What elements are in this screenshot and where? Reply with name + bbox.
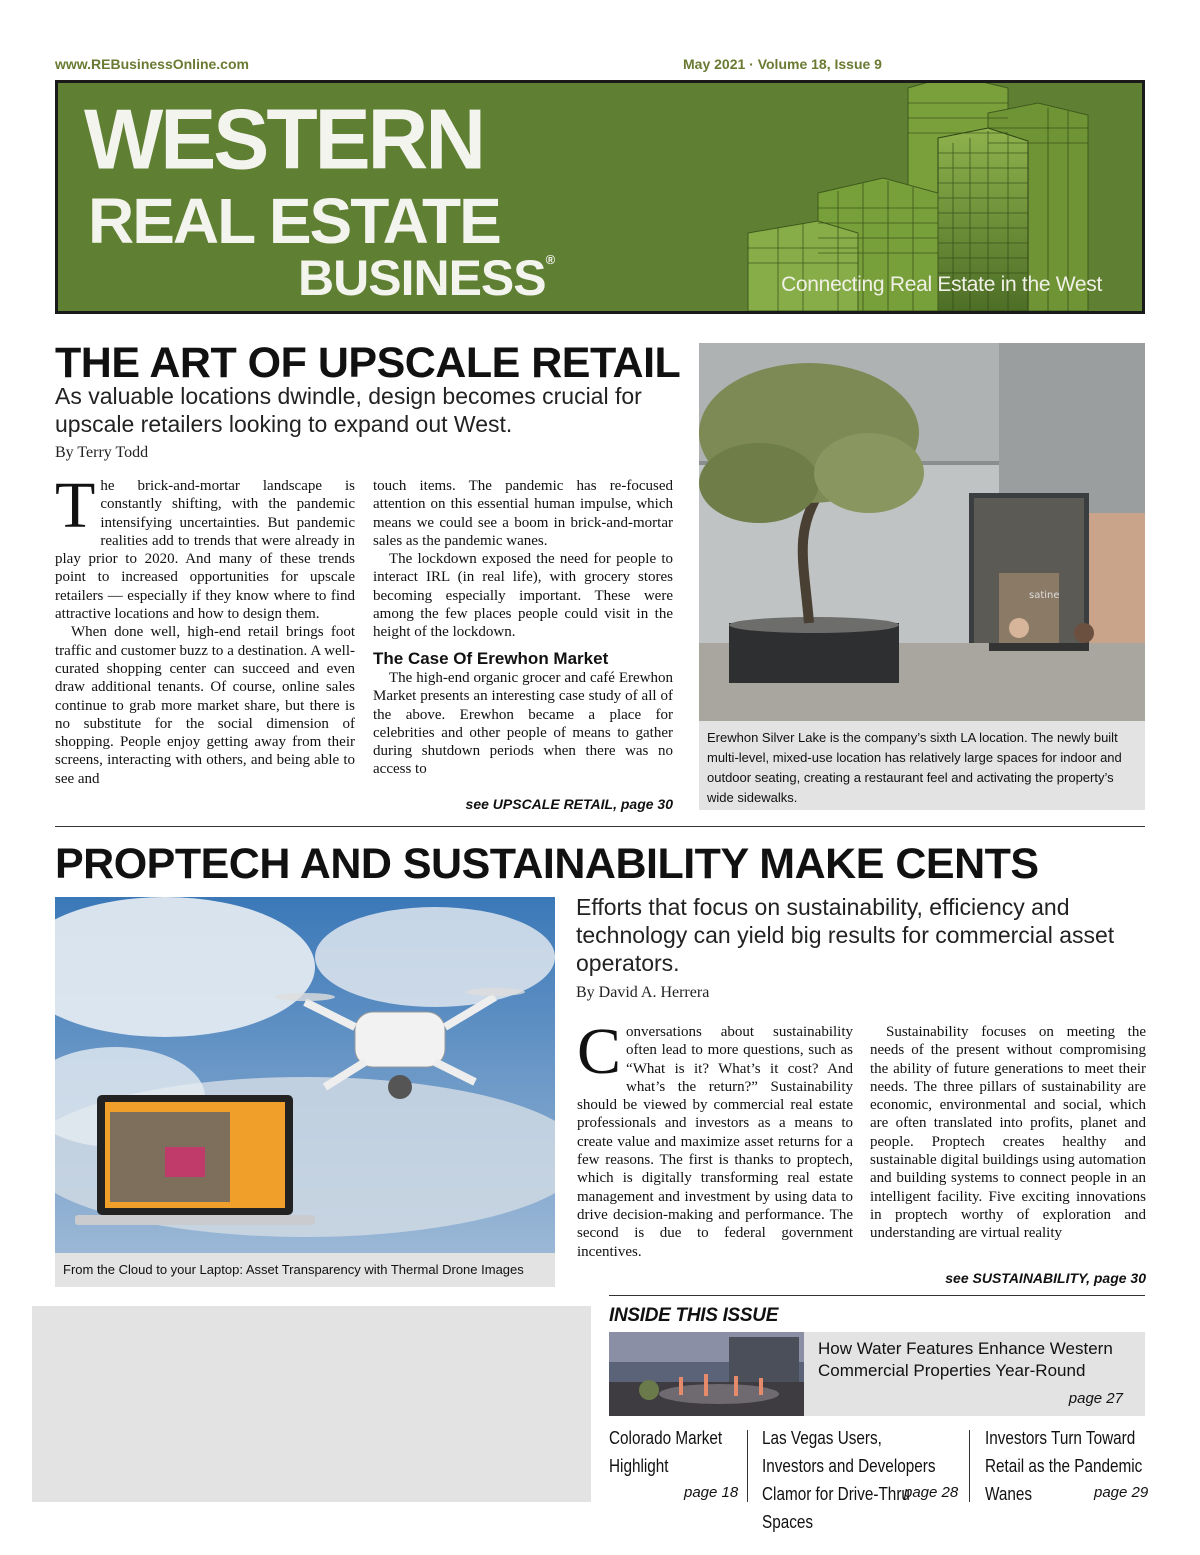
store-sign-satine: satine xyxy=(1029,590,1060,601)
story1-paragraph-5: The high-end organic grocer and café Erewhon Market presents an interesting case study of all of the above. Erewhon became a place for celebrities and other people of means to gather during shutdown periods when there was no access to xyxy=(373,669,673,778)
teaser-colorado-title: Colorado Market Highlight xyxy=(609,1428,723,1476)
teaser-colorado-page: page 18 xyxy=(684,1484,739,1501)
story1-paragraph-3: touch items. The pandemic has re-focused attention on this essential human impulse, which means we could see a boom in brick-and-mortar sales as the pandemic wanes. xyxy=(373,478,673,549)
website-url[interactable]: www.REBusinessOnline.com xyxy=(55,56,249,72)
story2-deck: Efforts that focus on sustainability, efficiency and technology can yield big results for commercial asset operators. xyxy=(576,894,1115,976)
story1-photo-caption: Erewhon Silver Lake is the company’s sixth LA location. The newly built multi-level, mixed-use location has relatively large spaces for indoor and outdoor seating, creating a restaurant feel and activating the property’s wide sidewalks. xyxy=(699,721,1145,810)
issue-info: May 2021 · Volume 18, Issue 9 xyxy=(683,56,882,72)
story1-paragraph-2: When done well, high-end retail brings foot traffic and customer buzz to a destination. A well-curated shopping center can succeed and even draw additional tenants. Of course, online sales continue to grab more market share, but there is no substitute for the social dimension of shopping. People enjoy getting away from their screens, interacting with others, and being able to see and xyxy=(55,624,355,787)
story2-byline: By David A. Herrera xyxy=(576,984,710,1001)
masthead-title-business xyxy=(298,250,555,306)
registered-mark: ® xyxy=(545,252,555,267)
story1-dropcap: T xyxy=(55,469,96,542)
story1-byline: By Terry Todd xyxy=(55,444,149,461)
story1-headline[interactable]: THE ART OF UPSCALE RETAIL xyxy=(55,339,681,387)
teaser-las-vegas-page: page 28 xyxy=(904,1484,959,1501)
teaser-investors-page: page 29 xyxy=(1094,1484,1149,1501)
story1-column-1 xyxy=(55,469,355,788)
story2-paragraph-1: onversations about sustainability often lead to more questions, such as “What is it? What’s it cost? And what’s the return?” Sustainability should be viewed by commercial real estate professionals and investors as a means to create value and maximize asset returns for a few reasons. The first is thanks to proptech, which is digitally transforming real estate management and investment by using data to drive decision-making and performance. The second is due to federal government incentives. xyxy=(577,1024,853,1260)
water-feature-photo xyxy=(609,1332,804,1416)
teaser-divider-2 xyxy=(969,1430,970,1502)
inside-this-issue-title: INSIDE THIS ISSUE xyxy=(609,1305,779,1326)
inside-feature-page: page 27 xyxy=(1068,1390,1123,1407)
story2-dropcap: C xyxy=(577,1015,622,1088)
story2-column-2 xyxy=(870,1023,1146,1243)
masthead-title-western: WESTERN xyxy=(84,91,483,187)
story2-photo-caption: From the Cloud to your Laptop: Asset Transparency with Thermal Drone Images xyxy=(55,1253,555,1287)
story1-paragraph-1: he brick-and-mortar landscape is constantly shifting, with the pandemic intensifying uncertainties. But pandemic realities add to trends that were already in play prior to 2020. And many of these trends point to increased opportunities for upscale retailers — especially if they know where to find attractive locations and how to design them. xyxy=(55,478,355,623)
inside-feature-title: How Water Features Enhance Western Commercial Properties Year-Round xyxy=(818,1339,1113,1380)
inside-feature[interactable] xyxy=(609,1332,1145,1416)
masthead-business-word: BUSINESS xyxy=(298,250,546,306)
story2-headline[interactable]: PROPTECH AND SUSTAINABILITY MAKE CENTS xyxy=(55,840,1039,888)
masthead xyxy=(55,80,1145,314)
masthead-title-real-estate: REAL ESTATE xyxy=(88,185,500,257)
story1-subhead: The Case Of Erewhon Market xyxy=(373,648,609,668)
advertisement-placeholder xyxy=(32,1306,591,1502)
story1-deck: As valuable locations dwindle, design becomes crucial for upscale retailers looking to expand out West. xyxy=(55,383,642,437)
teaser-las-vegas[interactable] xyxy=(762,1424,962,1536)
teaser-colorado[interactable] xyxy=(609,1424,739,1480)
teaser-las-vegas-title: Las Vegas Users, Investors and Developers Clamor for Drive-Thru Spaces xyxy=(762,1428,936,1532)
story2-paragraph-2: Sustainability focuses on meeting the needs of the present without compromising the ability of future generations to meet their needs. The three pillars of sustainability are economic, environmental and social, which are often translated into profits, planet and people. Proptech creates healthy and sustainable digital buildings using automation and building systems to connect people in an intelligent facility. Five exciting innovations in proptech worthy of exploration and understanding are virtual reality xyxy=(870,1024,1146,1242)
story2-column-1 xyxy=(577,1015,853,1261)
section-divider xyxy=(55,826,1145,827)
drone-laptop-photo xyxy=(55,897,555,1253)
story2-continued-link[interactable]: see SUSTAINABILITY, page 30 xyxy=(945,1270,1146,1286)
story1-paragraph-4: The lockdown exposed the need for people to interact IRL (in real life), with grocery stores becoming especially important. These were among the few places people could visit in the height of the lockdown. xyxy=(373,551,673,641)
story1-column-2 xyxy=(373,477,673,779)
story1-continued-link[interactable]: see UPSCALE RETAIL, page 30 xyxy=(465,796,673,812)
teaser-divider-1 xyxy=(747,1430,748,1502)
masthead-tagline: Connecting Real Estate in the West xyxy=(781,273,1102,296)
erewhon-storefront-photo xyxy=(699,343,1145,721)
teaser-investors-title: Investors Turn Toward Retail as the Pandemic Wanes xyxy=(985,1428,1143,1504)
inside-divider xyxy=(609,1295,1145,1296)
